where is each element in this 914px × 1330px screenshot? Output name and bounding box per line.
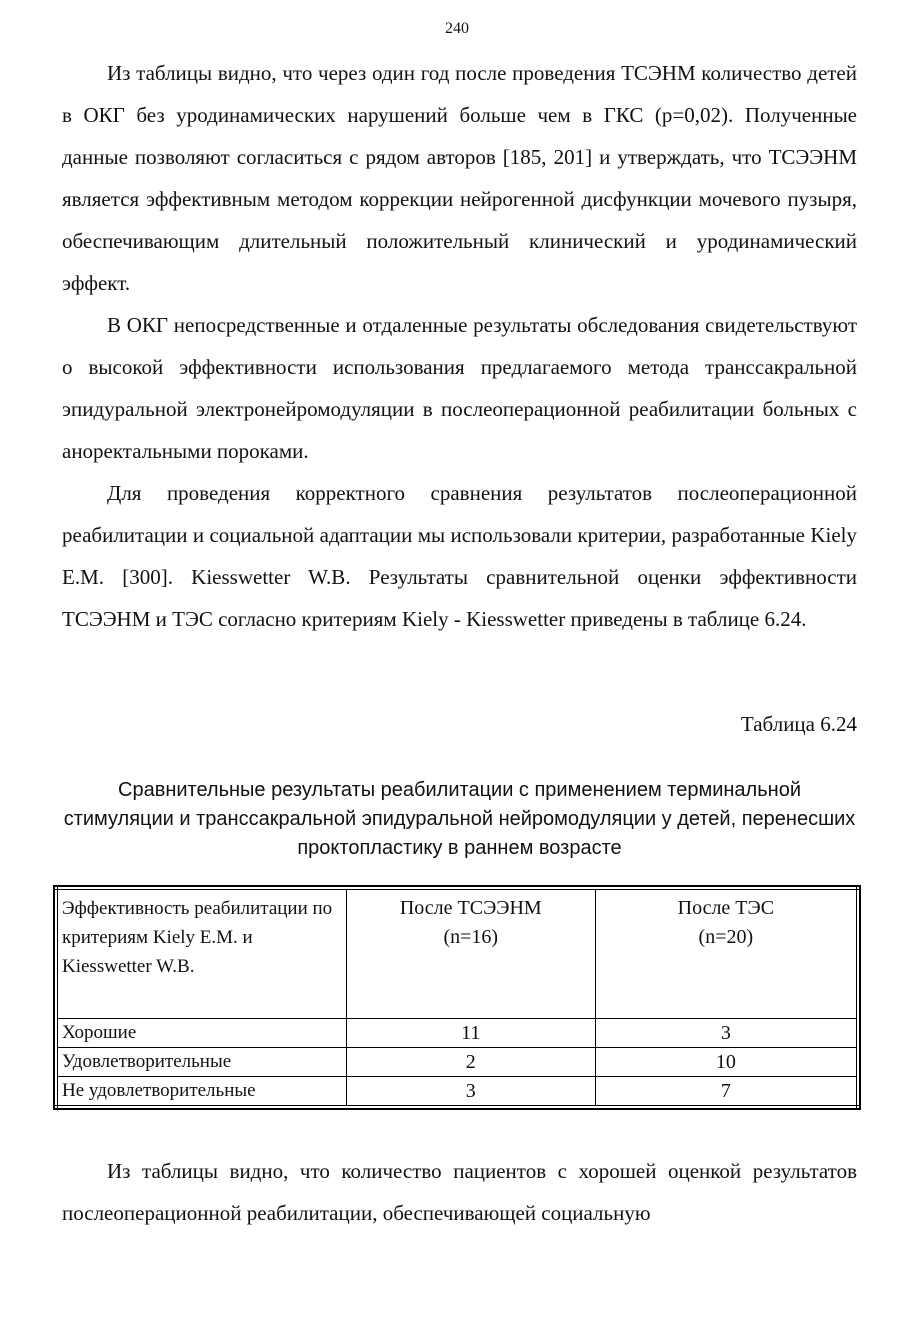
cell-after-tseenm: 3 bbox=[346, 1077, 595, 1108]
paragraph-3 bbox=[62, 472, 857, 640]
row-label: Хорошие bbox=[56, 1019, 346, 1048]
header-after-tseenm-name: После ТСЭЭНМ bbox=[399, 897, 542, 919]
paragraph-text: Для проведения корректного сравнения результатов послеоперационной реабилитации и социальной адаптации мы использовали критерии, разработанные Kiely E.M. [300]. Kiesswetter W.B. Результаты сравнительной оценки эффективности ТСЭЭНМ и ТЭС согласно критериям Kiely - Kiesswetter приведены в таблице 6.24. bbox=[62, 481, 857, 631]
header-after-tes-name: После ТЭС bbox=[677, 897, 775, 919]
table-header-row bbox=[56, 888, 858, 1019]
cell-after-tseenm: 2 bbox=[346, 1048, 595, 1077]
cell-after-tes: 3 bbox=[595, 1019, 858, 1048]
table-row bbox=[56, 1019, 858, 1048]
table-row bbox=[56, 1048, 858, 1077]
table-caption: Сравнительные результаты реабилитации с применением терминальной стимуляции и транссакральной эпидуральной нейромодуляции у детей, перенесших проктопластику в раннем возрасте bbox=[63, 779, 856, 859]
paragraph-text: Из таблицы видно, что через один год после проведения ТСЭНМ количество детей в ОКГ без уродинамических нарушений больше чем в ГКС (р=0,02). Полученные данные позволяют согласиться с рядом авторов [185, 201] и утверждать, что ТСЭЭНМ является эффективным методом коррекции нейрогенной дисфункции мочевого пузыря, обеспечивающим длительный положительный клинический и уродинамический эффект. bbox=[62, 61, 857, 295]
paragraph-text: Из таблицы видно, что количество пациентов с хорошей оценкой результатов послеоперационной реабилитации, обеспечивающей социальную bbox=[62, 1159, 857, 1225]
cell-after-tseenm: 11 bbox=[346, 1019, 595, 1048]
paragraph-4 bbox=[62, 1150, 857, 1234]
table-label: Таблица 6.24 bbox=[740, 712, 857, 736]
cell-after-tes: 10 bbox=[595, 1048, 858, 1077]
paragraph-text: В ОКГ непосредственные и отдаленные результаты обследования свидетельствуют о высокой эффективности использования предлагаемого метода транссакральной эпидуральной электронейромодуляции в послеоперационной реабилитации больных с аноректальными пороками. bbox=[62, 313, 857, 463]
header-after-tseenm bbox=[346, 888, 595, 1019]
header-after-tes bbox=[595, 888, 858, 1019]
cell-after-tes: 7 bbox=[595, 1077, 858, 1108]
table-row bbox=[56, 1077, 858, 1108]
results-table bbox=[54, 886, 860, 1109]
header-criteria: Эффективность реабилитации по критериям Kiely E.M. и Kiesswetter W.B. bbox=[56, 888, 346, 1019]
row-label: Не удовлетворительные bbox=[56, 1077, 346, 1108]
header-after-tes-n: (n=20) bbox=[698, 926, 754, 948]
page-number: 240 bbox=[445, 20, 469, 37]
row-label: Удовлетворительные bbox=[56, 1048, 346, 1077]
header-after-tseenm-n: (n=16) bbox=[443, 926, 499, 948]
paragraph-1 bbox=[62, 52, 857, 304]
paragraph-2 bbox=[62, 304, 857, 472]
